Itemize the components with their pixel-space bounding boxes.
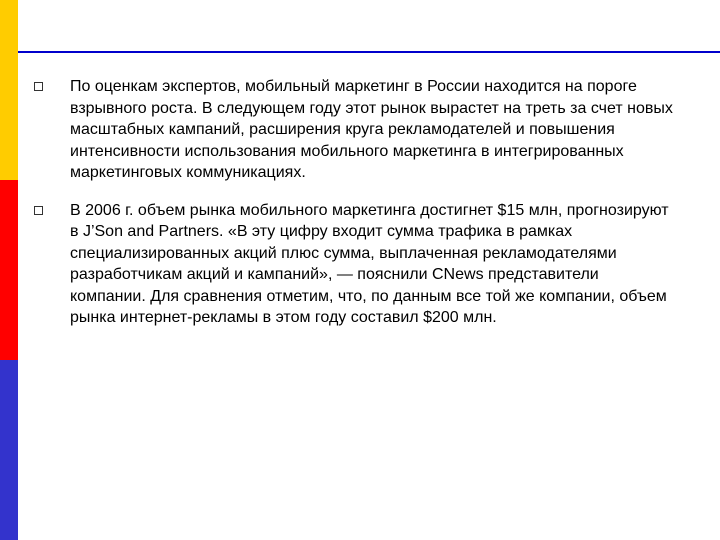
bullet-item [34, 76, 674, 184]
square-bullet-icon [34, 82, 43, 91]
left-accent-strip-red [0, 180, 18, 360]
bullet-text: По оценкам экспертов, мобильный маркетинг в России находится на пороге взрывного роста. В следующем году этот рынок вырастет на треть за счет новых масштабных кампаний, расширения круга рекламодателей и повышения интенсивности использования мобильного маркетинга в интегрированных маркетинговых коммуникациях. [70, 78, 673, 181]
left-accent-strip-yellow [0, 0, 18, 180]
bullet-item [34, 200, 674, 329]
slide-body [34, 76, 674, 345]
bullet-text: В 2006 г. объем рынка мобильного маркетинга достигнет $15 млн, прогнозируют в J’Son and Partners. «В эту цифру входит сумма трафика в рамках специализированных акций плюс сумма, выплаченная рекламодателями разработчикам акций и кампаний», — пояснили CNews представители компании. Для сравнения отметим, что, по данным все той же компании, объем рынка интернет-рекламы в этом году составил $200 млн. [70, 201, 669, 326]
title-divider-line [18, 51, 720, 53]
left-accent-strip-blue [0, 360, 18, 540]
square-bullet-icon [34, 206, 43, 215]
